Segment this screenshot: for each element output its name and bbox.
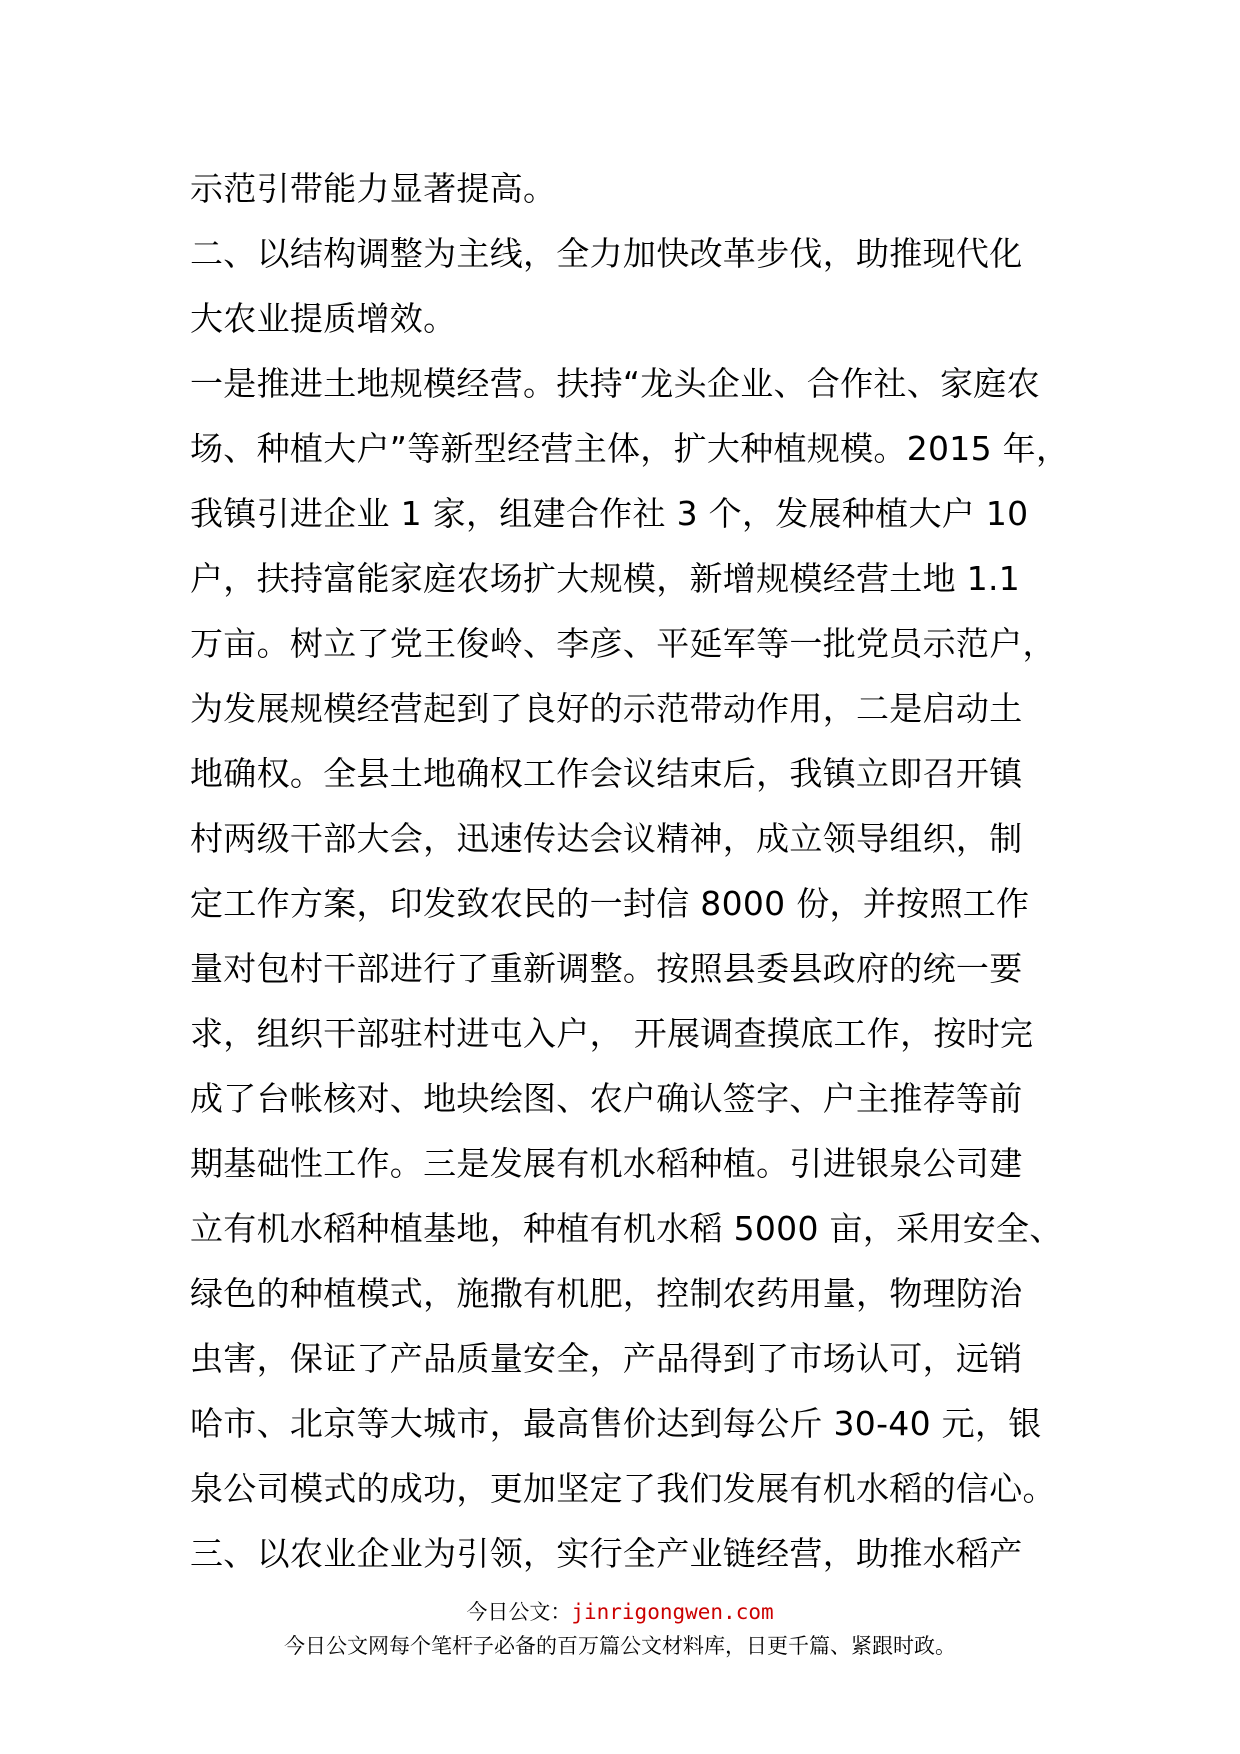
- body-line-21: 泉公司模式的成功，更加坚定了我们发展有机水稻的信心。: [190, 1469, 1056, 1508]
- footer-site-label: 今日公文：: [466, 1600, 572, 1624]
- body-line-10: 地确权。全县土地确权工作会议结束后，我镇立即召开镇: [190, 754, 1023, 793]
- body-line-14: 求，组织干部驻村进屯入户， 开展调查摸底工作，按时完: [190, 1014, 1034, 1053]
- body-line-15: 成了台帐核对、地块绘图、农户确认签字、户主推荐等前: [190, 1079, 1023, 1118]
- body-line-20: 哈市、北京等大城市，最高售价达到每公斤 30-40 元，银: [190, 1404, 1042, 1443]
- body-line-17: 立有机水稻种植基地，种植有机水稻 5000 亩，采用安全、: [190, 1209, 1063, 1248]
- body-line-22: 三、以农业企业为引领，实行全产业链经营，助推水稻产: [190, 1534, 1023, 1573]
- body-line-19: 虫害，保证了产品质量安全，产品得到了市场认可，远销: [190, 1339, 1023, 1378]
- body-line-7: 户，扶持富能家庭农场扩大规模，新增规模经营土地 1.1: [190, 559, 1021, 598]
- body-line-1: 示范引带能力显著提高。: [190, 169, 557, 208]
- footer-site-line: [0, 1596, 1240, 1626]
- body-line-9: 为发展规模经营起到了良好的示范带动作用，二是启动土: [190, 689, 1023, 728]
- body-line-8: 万亩。树立了党王俊岭、李彦、平延军等一批党员示范户，: [190, 624, 1056, 663]
- body-line-12: 定工作方案，印发致农民的一封信 8000 份，并按照工作: [190, 884, 1030, 923]
- body-line-4: 一是推进土地规模经营。扶持“龙头企业、合作社、家庭农: [190, 364, 1040, 403]
- body-line-2: 二、以结构调整为主线，全力加快改革步伐，助推现代化: [190, 234, 1023, 273]
- document-body: [190, 156, 1070, 1586]
- body-line-3: 大农业提质增效。: [190, 299, 457, 338]
- body-line-5: 场、种植大户”等新型经营主体，扩大种植规模。2015 年，: [190, 429, 1070, 468]
- footer-site-link[interactable]: jinrigongwen.com: [571, 1600, 774, 1624]
- body-line-13: 量对包村干部进行了重新调整。按照县委县政府的统一要: [190, 949, 1023, 988]
- body-line-6: 我镇引进企业 1 家，组建合作社 3 个，发展种植大户 10: [190, 494, 1029, 533]
- footer-slogan: 今日公文网每个笔杆子必备的百万篇公文材料库，日更千篇、紧跟时政。: [284, 1634, 956, 1658]
- body-line-11: 村两级干部大会，迅速传达会议精神，成立领导组织，制: [190, 819, 1023, 858]
- body-line-16: 期基础性工作。三是发展有机水稻种植。引进银泉公司建: [190, 1144, 1023, 1183]
- body-line-18: 绿色的种植模式，施撒有机肥，控制农药用量，物理防治: [190, 1274, 1023, 1313]
